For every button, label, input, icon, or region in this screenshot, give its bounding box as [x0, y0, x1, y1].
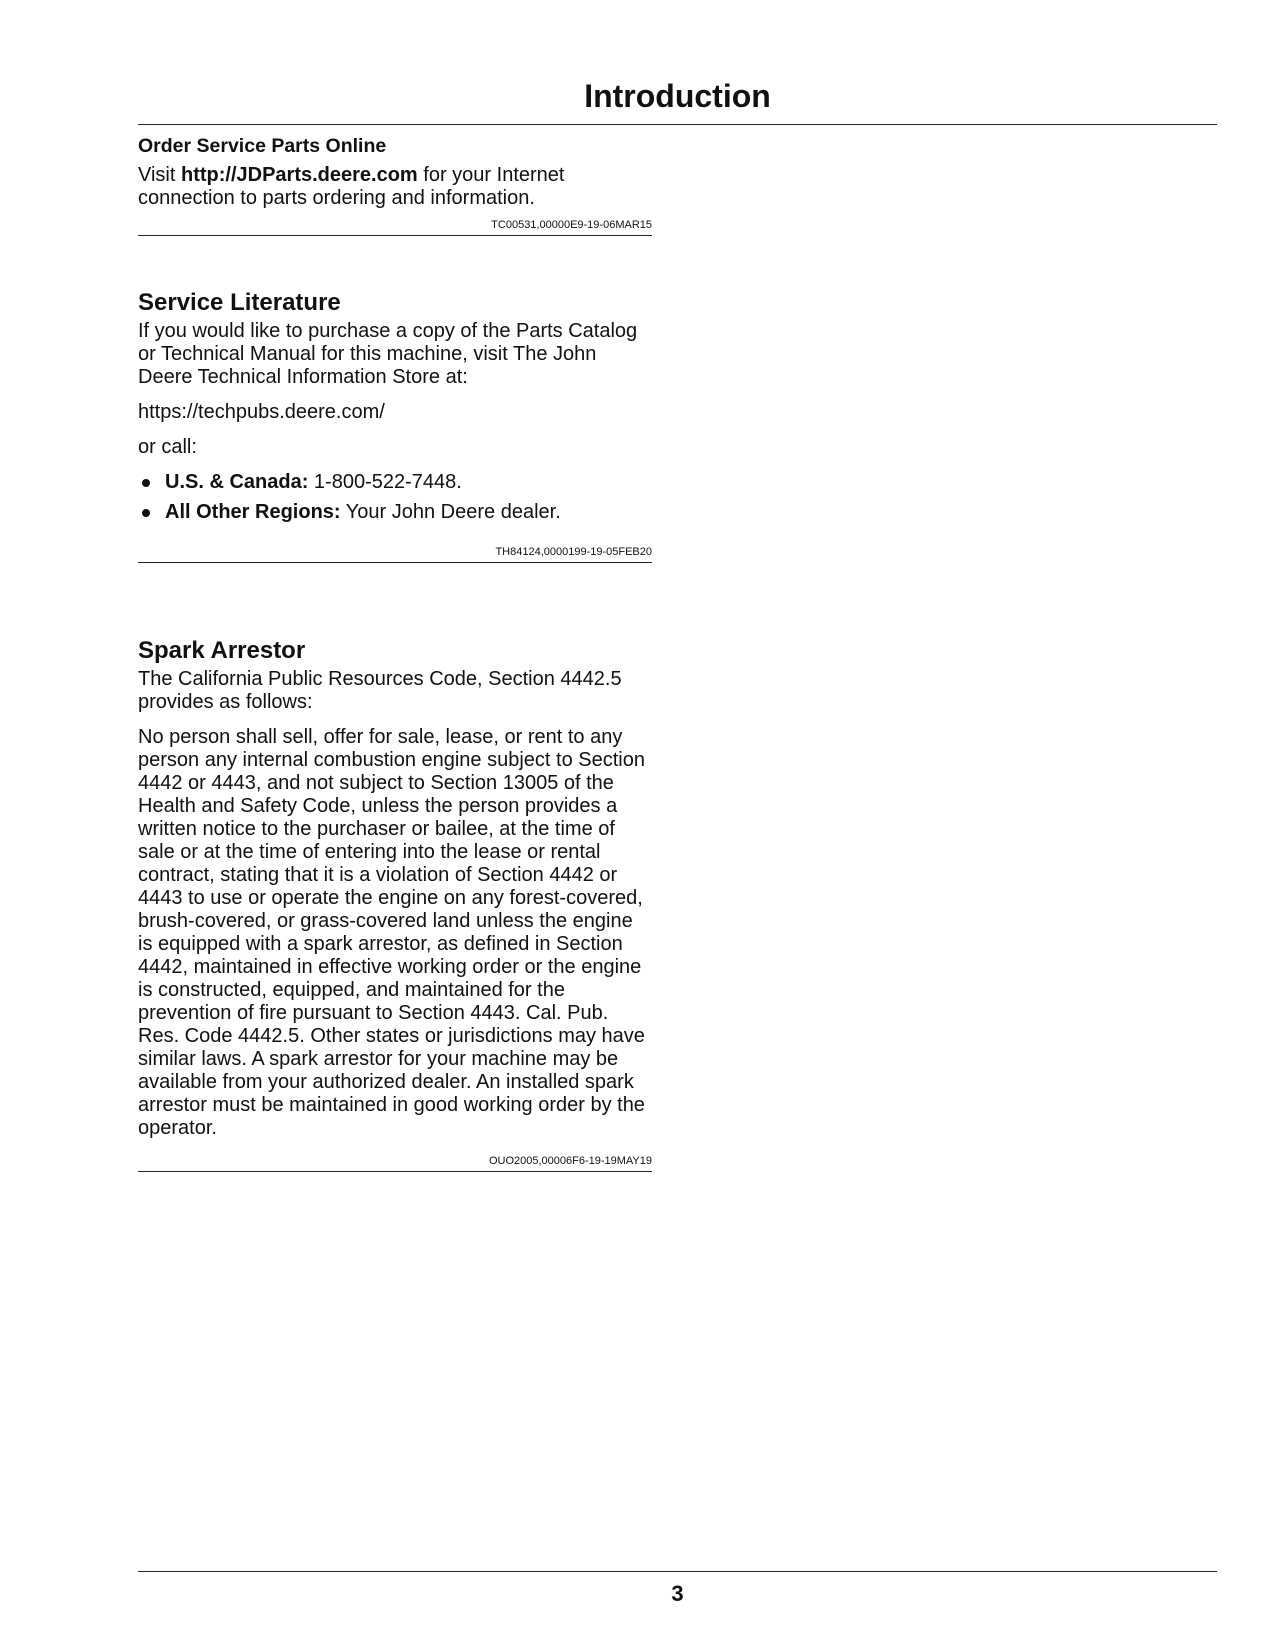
page-title: Introduction — [584, 78, 771, 114]
spark-arrestor-section — [138, 636, 652, 1172]
order-parts-ref: TC00531,00000E9-19-06MAR15 — [138, 218, 652, 236]
visit-prefix: Visit — [138, 164, 181, 186]
order-parts-heading: Order Service Parts Online — [138, 135, 387, 157]
spark-arrestor-body: No person shall sell, offer for sale, lease, or rent to any person any internal combustion engine subject to Section 4442 or 4443, and not subject to Section 13005 of the Health and Safety Code, unless the person provides a written notice to the purchaser or bailee, at the time of sale or at the time of entering into the lease or rental contract, stating that it is a violation of Section 4442 or 4443 to use or operate the engine on any forest-covered, brush-covered, or grass-covered land unless the engine is equipped with a spark arrestor, as defined in Section 4442, maintained in effective working order or the engine is constructed, equipped, and maintained for the prevention of fire pursuant to Section 4443. Cal. Pub. Res. Code 4442.5. Other states or jurisdictions may have similar laws. A spark arrestor for your machine may be available from your authorized dealer. An installed spark arrestor must be maintained in good working order by the operator. — [138, 726, 645, 1139]
page-number: 3 — [671, 1581, 684, 1606]
service-literature-ref: TH84124,0000199-19-05FEB20 — [138, 545, 652, 563]
contact-value: Your John Deere dealer. — [340, 501, 561, 523]
service-literature-intro: If you would like to purchase a copy of the Parts Catalog or Technical Manual for this machine, visit The John Deere Technical Information Store at: — [138, 320, 638, 388]
visit-suffix: for your Internet connection to parts ordering and information. — [138, 164, 565, 209]
order-parts-section — [138, 134, 652, 236]
or-call-text: or call: — [138, 436, 197, 458]
list-item — [138, 471, 652, 494]
techpubs-link[interactable]: https://techpubs.deere.com/ — [138, 401, 385, 423]
contact-value: 1-800-522-7448. — [308, 471, 462, 493]
list-item — [138, 501, 652, 524]
page-footer — [138, 1571, 1217, 1607]
service-literature-heading: Service Literature — [138, 289, 341, 316]
service-literature-section — [138, 288, 652, 563]
spark-arrestor-heading: Spark Arrestor — [138, 637, 306, 664]
page-header — [138, 76, 1217, 125]
contact-label: All Other Regions: — [165, 501, 341, 523]
bullet-icon — [142, 509, 150, 517]
spark-arrestor-ref: OUO2005,00006F6-19-19MAY19 — [138, 1154, 652, 1172]
bullet-icon — [142, 479, 150, 487]
contact-label: U.S. & Canada: — [165, 471, 309, 493]
contact-list — [138, 471, 652, 524]
order-parts-text — [138, 164, 652, 210]
spark-arrestor-intro: The California Public Resources Code, Section 4442.5 provides as follows: — [138, 668, 622, 713]
jdparts-link[interactable]: http://JDParts.deere.com — [180, 164, 418, 186]
